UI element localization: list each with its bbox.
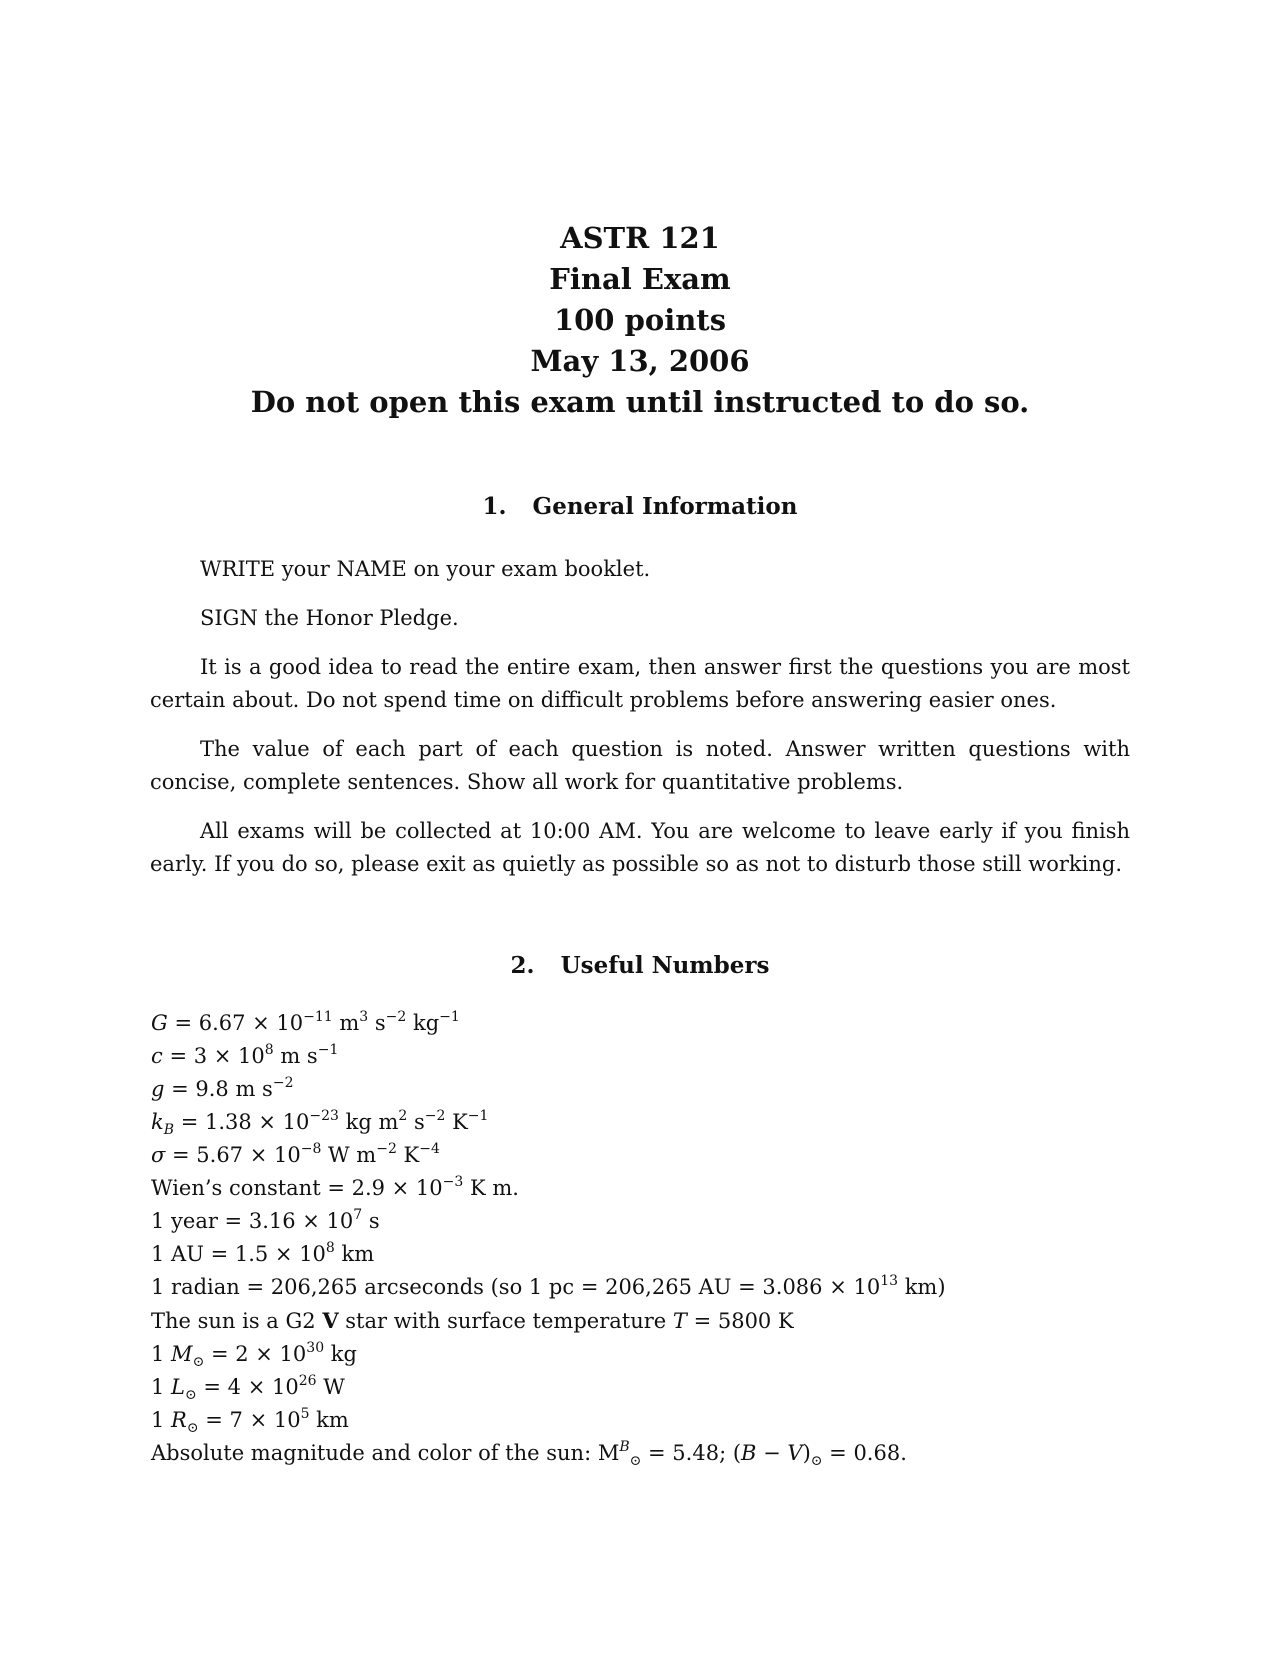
course-title: ASTR 121 xyxy=(560,221,720,255)
paragraph: The value of each part of each question is noted. Answer written questions with concise, complete sentences. Show all work for quantitative problems. xyxy=(150,737,1130,794)
sun-description: The sun is a G2 V star with surface temperature T = 5800 K xyxy=(151,1308,794,1333)
exam-points: 100 points xyxy=(553,303,727,337)
useful-numbers-list xyxy=(151,1007,1151,1470)
constant-au: 1 AU = $1.5 \times 10^8$ km xyxy=(151,1240,375,1266)
paragraph: It is a good idea to read the entire exam, then answer first the questions you are most certain about. Do not spend time on difficult problems before answering easier ones. xyxy=(150,655,1130,712)
paragraph: WRITE your NAME on your exam booklet. xyxy=(200,557,651,581)
paragraph: SIGN the Honor Pledge. xyxy=(200,606,459,630)
exam-date: May 13, 2006 xyxy=(530,344,750,378)
section-title: Useful Numbers xyxy=(560,952,770,979)
exam-title: Final Exam xyxy=(549,262,731,296)
section-heading-useful-numbers xyxy=(0,952,1280,979)
constant-G: $G = 6.67 \times 10^{-11}$ $m^3$ $s^{-2}$ $kg^{-1}$ xyxy=(151,1009,460,1035)
constant-radian: 1 radian = 206,265 arcseconds (so 1 pc = 206,265 AU = $3.086 \times 10^{13}$ km) xyxy=(151,1273,946,1299)
exam-instruction: Do not open this exam until instructed to do so. xyxy=(250,385,1030,419)
constant-solar-mass: 1 $M_⊙ = 2 \times 10^{30}$ kg xyxy=(151,1340,357,1370)
constant-year: 1 year = $3.16 \times 10^7$ s xyxy=(151,1207,380,1233)
constant-kB: $k_B = 1.38 \times 10^{-23}$ kg $m^2$ $s^{-2}$ $K^{-1}$ xyxy=(151,1108,489,1138)
sun-absolute-magnitude: Absolute magnitude and color of the sun: $M^B_⊙ = 5.48$; $(B - V)_⊙ = 0.68$. xyxy=(151,1439,907,1469)
paragraph: All exams will be collected at 10:00 AM. You are welcome to leave early if you finish early. If you do so, please exit as quietly as possible so as not to disturb those still working. xyxy=(150,819,1130,876)
title-block xyxy=(0,218,1280,423)
constant-c: $c = 3 \times 10^8$ m $s^{-1}$ xyxy=(151,1042,339,1068)
constant-sigma: $\sigma = 5.67 \times 10^{-8}$ W $m^{-2}$ $K^{-4}$ xyxy=(151,1141,440,1167)
section-number: 1. xyxy=(482,493,507,520)
constant-solar-radius: 1 $R_⊙ = 7 \times 10^5$ km xyxy=(151,1406,349,1436)
constant-wien: Wien’s constant = $2.9 \times 10^{-3}$ K m. xyxy=(151,1174,519,1200)
section-number: 2. xyxy=(510,952,535,979)
constant-g: g = 9.8 m $s^{-2}$ xyxy=(151,1075,294,1101)
general-information xyxy=(150,553,1130,897)
section-title: General Information xyxy=(532,493,798,520)
constant-solar-luminosity: 1 $L_⊙ = 4 \times 10^{26}$ W xyxy=(151,1373,345,1403)
section-heading-general xyxy=(0,493,1280,520)
